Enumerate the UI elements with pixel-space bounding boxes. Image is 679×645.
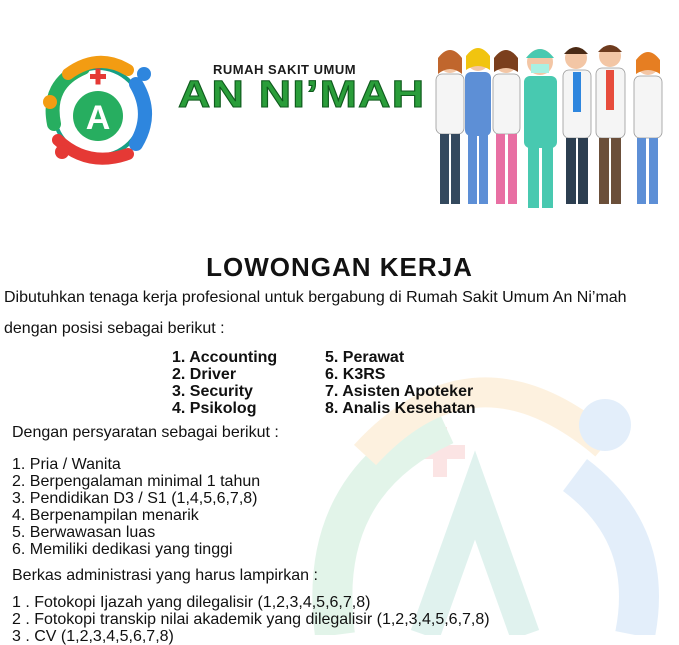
requirements-list	[12, 456, 260, 558]
brand-subtitle: RUMAH SAKIT UMUM	[213, 62, 357, 77]
positions-column-2	[325, 349, 476, 417]
position-item: 1. Accounting	[172, 349, 278, 366]
positions-column-1	[172, 349, 277, 417]
requirement-item: 2. Berpengalaman minimal 1 tahun	[12, 473, 261, 490]
position-item: 2. Driver	[172, 366, 237, 383]
page-title: LOWONGAN KERJA	[206, 252, 473, 282]
brand-name: AN NI’MAH	[178, 74, 426, 116]
requirement-item: 3. Pendidikan D3 / S1 (1,4,5,6,7,8)	[12, 490, 258, 507]
document-item: 1 . Fotokopi Ijazah yang dilegalisir (1,2,3,4,5,6,7,8)	[12, 594, 371, 611]
svg-text:A: A	[85, 99, 111, 137]
document-item: 3 . CV (1,2,3,4,5,6,7,8)	[12, 628, 174, 645]
intro-line-1: Dibutuhkan tenaga kerja profesional untuk bergabung di Rumah Sakit Umum An Ni’mah	[4, 289, 627, 306]
requirements-title: Dengan persyaratan sebagai berikut :	[12, 424, 279, 441]
position-item: 4. Psikolog	[172, 400, 257, 417]
hospital-logo-icon	[28, 44, 168, 174]
requirement-item: 6. Memiliki dedikasi yang tinggi	[12, 541, 233, 558]
medical-staff-illustration	[430, 34, 675, 219]
requirement-item: 4. Berpenampilan menarik	[12, 507, 199, 524]
requirement-item: 1. Pria / Wanita	[12, 456, 121, 473]
position-item: 7. Asisten Apoteker	[325, 383, 474, 400]
position-item: 3. Security	[172, 383, 253, 400]
position-item: 8. Analis Kesehatan	[325, 400, 476, 417]
documents-list	[12, 594, 490, 645]
position-item: 5. Perawat	[325, 349, 405, 366]
position-item: 6. K3RS	[325, 366, 386, 383]
intro-line-2: dengan posisi sebagai berikut :	[4, 320, 225, 337]
documents-title: Berkas administrasi yang harus lampirkan :	[12, 567, 318, 584]
requirement-item: 5. Berwawasan luas	[12, 524, 156, 541]
document-item: 2 . Fotokopi transkip nilai akademik yang dilegalisir (1,2,3,4,5,6,7,8)	[12, 611, 490, 628]
